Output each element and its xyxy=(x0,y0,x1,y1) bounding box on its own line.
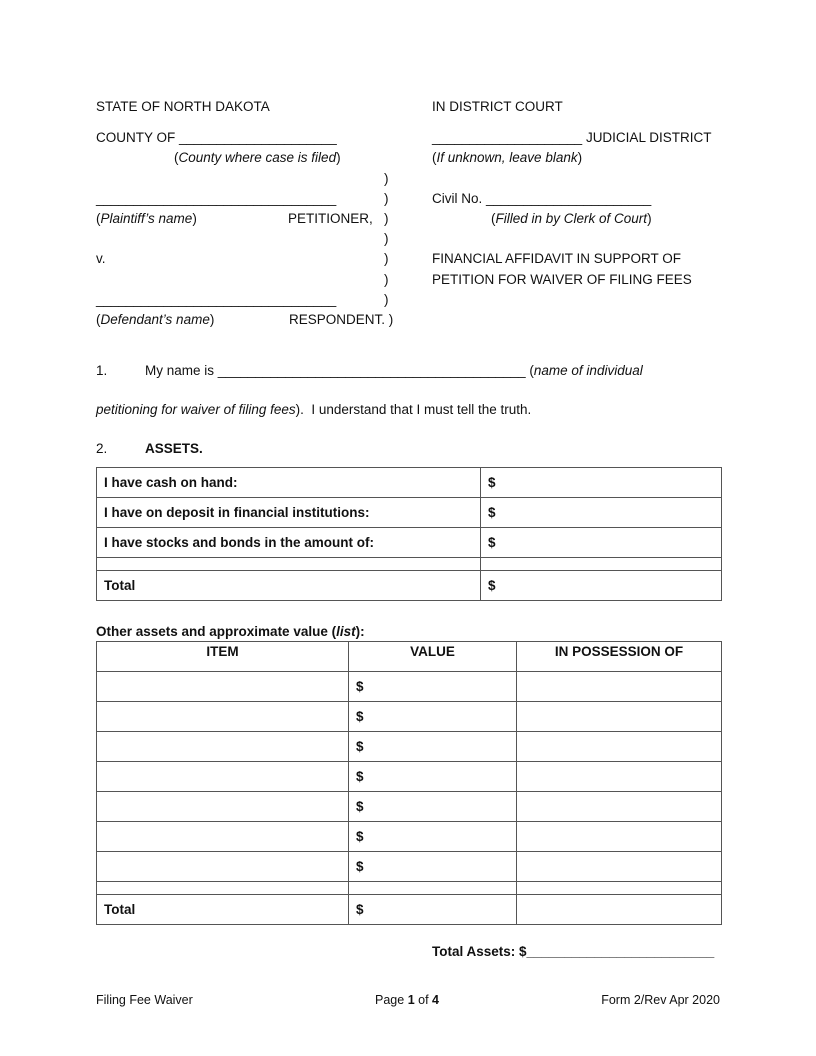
item-cell[interactable] xyxy=(97,852,349,882)
table-row xyxy=(97,895,722,925)
versus-label: v. xyxy=(96,251,106,266)
plaintiff-field[interactable]: ________________________________ xyxy=(96,191,337,206)
blank-cell xyxy=(97,882,349,895)
other-assets-total-label: Total xyxy=(97,895,349,925)
footer-left: Filing Fee Waiver xyxy=(96,993,193,1007)
caption-paren: ) xyxy=(384,191,389,206)
district-label: JUDICIAL DISTRICT xyxy=(585,130,712,145)
district-line xyxy=(432,130,711,145)
district-field[interactable]: ____________________ xyxy=(432,130,583,145)
county-hint: (County where case is filed) xyxy=(174,150,341,165)
possession-cell[interactable] xyxy=(517,732,722,762)
table-row xyxy=(97,882,722,895)
asset-value-cell[interactable]: $ xyxy=(481,498,722,528)
value-cell[interactable]: $ xyxy=(349,792,517,822)
table-row xyxy=(97,498,722,528)
civil-number-field[interactable]: ______________________ xyxy=(486,191,652,206)
asset-label: I have on deposit in financial institutions: xyxy=(97,498,481,528)
blank-cell xyxy=(97,558,481,571)
caption-paren: ) xyxy=(384,251,389,266)
plaintiff-hint: (Plaintiff’s name) xyxy=(96,211,197,226)
defendant-hint: (Defendant’s name) xyxy=(96,312,215,327)
other-assets-total-value-cell[interactable]: $ xyxy=(349,895,517,925)
value-cell[interactable]: $ xyxy=(349,822,517,852)
item1-text: My name is xyxy=(145,363,215,378)
caption-paren: ) xyxy=(384,272,389,287)
table-row xyxy=(97,571,722,601)
table-row xyxy=(97,852,722,882)
caption-paren: ) xyxy=(384,231,389,246)
assets-total-value-cell[interactable]: $ xyxy=(481,571,722,601)
table-row xyxy=(97,822,722,852)
table-header-row xyxy=(97,642,722,672)
blank-cell xyxy=(517,882,722,895)
value-cell[interactable]: $ xyxy=(349,672,517,702)
respondent-label: RESPONDENT. ) xyxy=(289,312,394,327)
column-header-value: VALUE xyxy=(349,642,517,672)
caption-paren: ) xyxy=(384,211,389,226)
table-row xyxy=(97,702,722,732)
civil-number-label: Civil No. xyxy=(432,191,483,206)
assets-heading: ASSETS. xyxy=(145,441,203,456)
possession-cell[interactable] xyxy=(517,822,722,852)
possession-cell[interactable] xyxy=(517,672,722,702)
asset-label: I have stocks and bonds in the amount of: xyxy=(97,528,481,558)
table-row xyxy=(97,672,722,702)
item-cell[interactable] xyxy=(97,822,349,852)
item1-line: My name is _________________________________________ (name of individual xyxy=(145,363,643,378)
name-field[interactable]: _________________________________________ xyxy=(217,363,526,378)
total-assets-label: Total Assets: $ xyxy=(432,944,527,959)
document-title-line2: PETITION FOR WAIVER OF FILING FEES xyxy=(432,272,692,287)
court-heading: IN DISTRICT COURT xyxy=(432,99,563,114)
total-assets-line xyxy=(432,944,714,959)
item2-number: 2. xyxy=(96,441,108,456)
table-row xyxy=(97,732,722,762)
county-line xyxy=(96,130,337,145)
footer-right: Form 2/Rev Apr 2020 xyxy=(601,993,720,1007)
item-cell[interactable] xyxy=(97,732,349,762)
table-row xyxy=(97,762,722,792)
asset-value-cell[interactable]: $ xyxy=(481,468,722,498)
civil-number-line xyxy=(432,191,651,206)
table-row xyxy=(97,528,722,558)
item1-truth-statement: I understand that I must tell the truth. xyxy=(311,402,532,417)
assets-table xyxy=(96,467,722,601)
item-cell[interactable] xyxy=(97,702,349,732)
item-cell[interactable] xyxy=(97,672,349,702)
other-assets-heading: Other assets and approximate value (list): xyxy=(96,624,365,639)
possession-cell[interactable] xyxy=(517,792,722,822)
item-cell[interactable] xyxy=(97,762,349,792)
column-header-possession: IN POSSESSION OF xyxy=(517,642,722,672)
value-cell[interactable]: $ xyxy=(349,762,517,792)
table-row xyxy=(97,558,722,571)
possession-cell[interactable] xyxy=(517,895,722,925)
county-label: COUNTY OF xyxy=(96,130,176,145)
page-number: Page 1 of 4 xyxy=(375,993,439,1007)
value-cell[interactable]: $ xyxy=(349,732,517,762)
asset-value-cell[interactable]: $ xyxy=(481,528,722,558)
item-cell[interactable] xyxy=(97,792,349,822)
item1-number: 1. xyxy=(96,363,108,378)
table-row xyxy=(97,468,722,498)
possession-cell[interactable] xyxy=(517,702,722,732)
item1-hint: name of individual xyxy=(533,363,643,378)
blank-cell xyxy=(349,882,517,895)
item1-line2: petitioning for waiver of filing fees). I understand that I must tell the truth. xyxy=(96,402,532,417)
assets-total-label: Total xyxy=(97,571,481,601)
asset-label: I have cash on hand: xyxy=(97,468,481,498)
district-hint: (If unknown, leave blank) xyxy=(432,150,583,165)
total-assets-field[interactable]: _________________________ xyxy=(526,944,715,959)
caption-paren: ) xyxy=(384,171,389,186)
petitioner-label: PETITIONER, xyxy=(288,211,373,226)
possession-cell[interactable] xyxy=(517,852,722,882)
county-field[interactable]: _____________________ xyxy=(179,130,337,145)
column-header-item: ITEM xyxy=(97,642,349,672)
value-cell[interactable]: $ xyxy=(349,702,517,732)
table-row xyxy=(97,792,722,822)
possession-cell[interactable] xyxy=(517,762,722,792)
blank-cell xyxy=(481,558,722,571)
caption-paren: ) xyxy=(384,292,389,307)
other-assets-table xyxy=(96,641,722,925)
value-cell[interactable]: $ xyxy=(349,852,517,882)
document-title-line1: FINANCIAL AFFIDAVIT IN SUPPORT OF xyxy=(432,251,682,266)
state-heading: STATE OF NORTH DAKOTA xyxy=(96,99,270,114)
defendant-field[interactable]: ________________________________ xyxy=(96,292,337,307)
civil-number-hint: (Filled in by Clerk of Court) xyxy=(491,211,652,226)
